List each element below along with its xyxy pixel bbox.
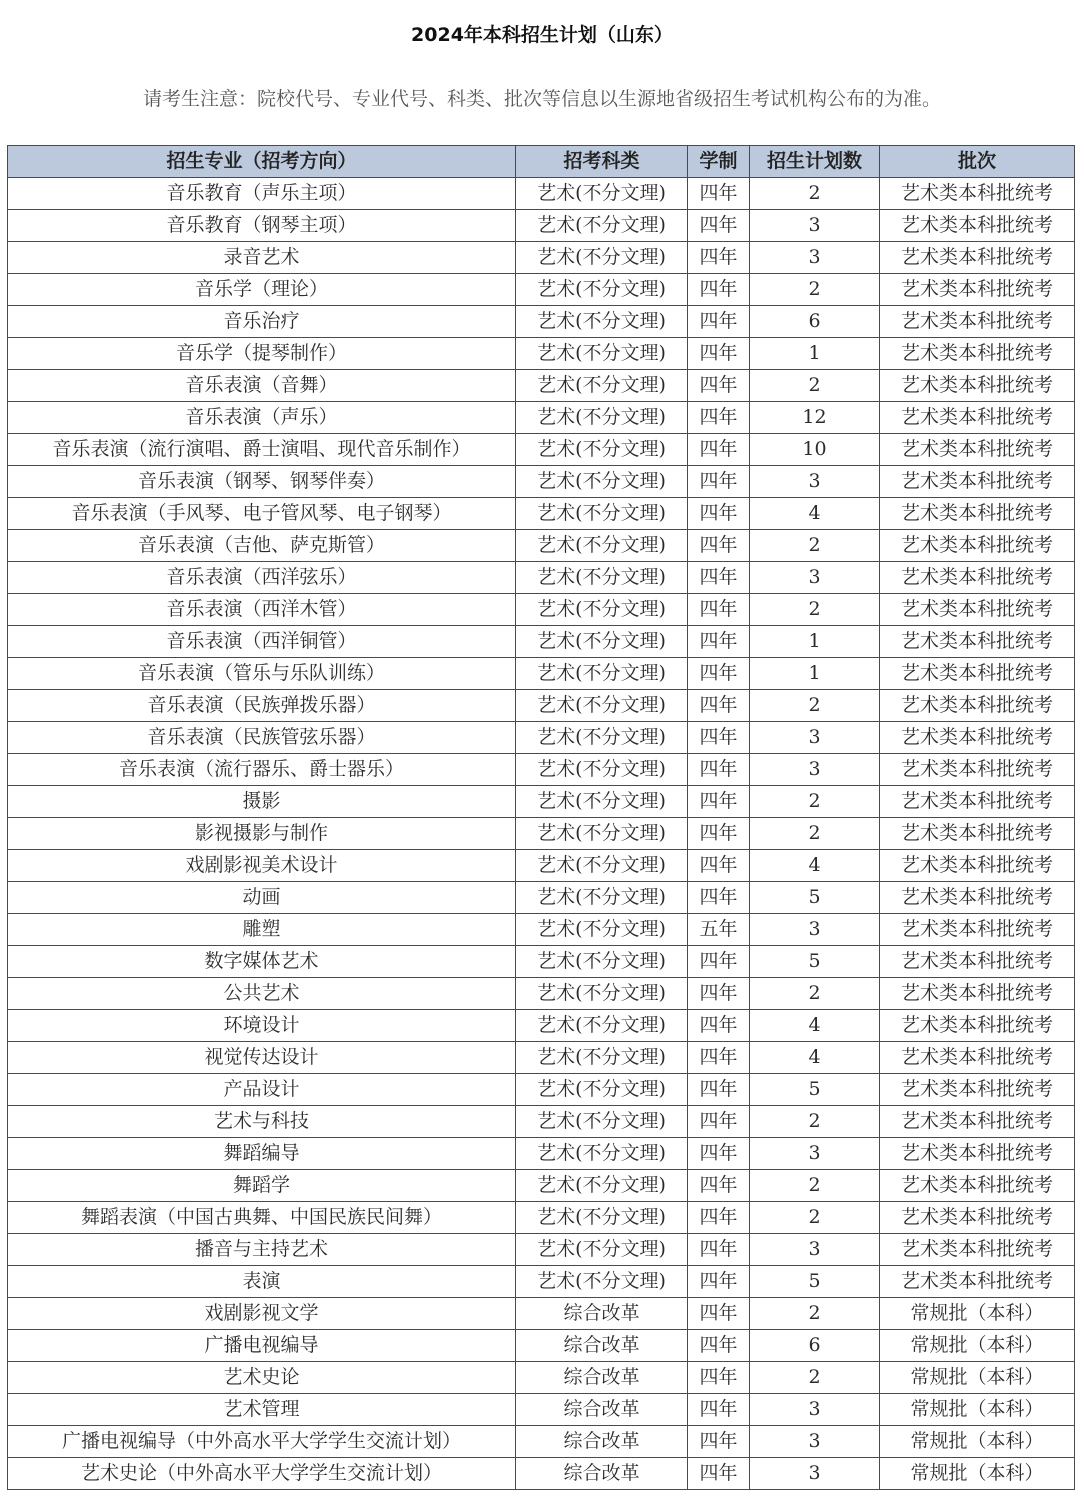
cell-duration: 五年: [688, 914, 750, 946]
cell-category: 综合改革: [516, 1458, 688, 1490]
cell-batch: 艺术类本科批统考: [880, 242, 1075, 274]
cell-batch: 艺术类本科批统考: [880, 754, 1075, 786]
cell-major: 摄影: [8, 786, 516, 818]
cell-duration: 四年: [688, 1330, 750, 1362]
cell-duration: 四年: [688, 978, 750, 1010]
cell-major: 音乐教育（钢琴主项）: [8, 210, 516, 242]
table-row: [8, 722, 1075, 754]
cell-major: 表演: [8, 1266, 516, 1298]
cell-category: 艺术(不分文理): [516, 1074, 688, 1106]
table-row: [8, 1330, 1075, 1362]
cell-category: 综合改革: [516, 1426, 688, 1458]
cell-category: 艺术(不分文理): [516, 594, 688, 626]
table-row: [8, 1042, 1075, 1074]
cell-batch: 艺术类本科批统考: [880, 1106, 1075, 1138]
cell-major: 数字媒体艺术: [8, 946, 516, 978]
table-row: [8, 242, 1075, 274]
cell-category: 艺术(不分文理): [516, 1170, 688, 1202]
cell-category: 艺术(不分文理): [516, 722, 688, 754]
cell-category: 艺术(不分文理): [516, 210, 688, 242]
cell-batch: 艺术类本科批统考: [880, 466, 1075, 498]
cell-batch: 常规批（本科）: [880, 1362, 1075, 1394]
table-row: [8, 434, 1075, 466]
cell-major: 音乐表演（西洋弦乐）: [8, 562, 516, 594]
header-duration: 学制: [688, 146, 750, 178]
cell-duration: 四年: [688, 306, 750, 338]
cell-category: 艺术(不分文理): [516, 466, 688, 498]
cell-quota: 4: [750, 1010, 880, 1042]
table-row: [8, 1266, 1075, 1298]
cell-category: 艺术(不分文理): [516, 626, 688, 658]
cell-category: 艺术(不分文理): [516, 978, 688, 1010]
cell-batch: 艺术类本科批统考: [880, 530, 1075, 562]
table-row: [8, 1458, 1075, 1490]
table-row: [8, 658, 1075, 690]
cell-category: 综合改革: [516, 1362, 688, 1394]
cell-batch: 艺术类本科批统考: [880, 1170, 1075, 1202]
cell-major: 音乐表演（声乐）: [8, 402, 516, 434]
table-row: [8, 370, 1075, 402]
cell-batch: 艺术类本科批统考: [880, 626, 1075, 658]
cell-quota: 2: [750, 594, 880, 626]
cell-quota: 2: [750, 818, 880, 850]
cell-batch: 常规批（本科）: [880, 1330, 1075, 1362]
cell-quota: 3: [750, 722, 880, 754]
cell-batch: 艺术类本科批统考: [880, 210, 1075, 242]
cell-category: 艺术(不分文理): [516, 274, 688, 306]
cell-quota: 3: [750, 1394, 880, 1426]
cell-duration: 四年: [688, 434, 750, 466]
cell-batch: 艺术类本科批统考: [880, 914, 1075, 946]
cell-duration: 四年: [688, 178, 750, 210]
cell-duration: 四年: [688, 1202, 750, 1234]
cell-batch: 常规批（本科）: [880, 1426, 1075, 1458]
cell-major: 录音艺术: [8, 242, 516, 274]
cell-category: 艺术(不分文理): [516, 370, 688, 402]
notice-text: 请考生注意：院校代号、专业代号、科类、批次等信息以生源地省级招生考试机构公布的为准。: [142, 88, 941, 110]
cell-quota: 2: [750, 370, 880, 402]
cell-quota: 1: [750, 626, 880, 658]
cell-category: 艺术(不分文理): [516, 882, 688, 914]
table-row: [8, 530, 1075, 562]
cell-category: 艺术(不分文理): [516, 1266, 688, 1298]
cell-duration: 四年: [688, 242, 750, 274]
cell-major: 音乐表演（民族管弦乐器）: [8, 722, 516, 754]
cell-duration: 四年: [688, 1106, 750, 1138]
table-row: [8, 754, 1075, 786]
cell-duration: 四年: [688, 1042, 750, 1074]
cell-category: 艺术(不分文理): [516, 498, 688, 530]
cell-duration: 四年: [688, 1394, 750, 1426]
cell-duration: 四年: [688, 498, 750, 530]
table-row: [8, 1362, 1075, 1394]
cell-batch: 艺术类本科批统考: [880, 786, 1075, 818]
cell-duration: 四年: [688, 1234, 750, 1266]
cell-major: 音乐表演（吉他、萨克斯管）: [8, 530, 516, 562]
cell-category: 艺术(不分文理): [516, 850, 688, 882]
cell-quota: 3: [750, 242, 880, 274]
cell-major: 广播电视编导: [8, 1330, 516, 1362]
cell-quota: 6: [750, 1330, 880, 1362]
cell-duration: 四年: [688, 946, 750, 978]
cell-major: 广播电视编导（中外高水平大学学生交流计划）: [8, 1426, 516, 1458]
cell-batch: 艺术类本科批统考: [880, 658, 1075, 690]
header-category: 招考科类: [516, 146, 688, 178]
cell-quota: 2: [750, 1170, 880, 1202]
cell-major: 艺术与科技: [8, 1106, 516, 1138]
cell-quota: 12: [750, 402, 880, 434]
cell-quota: 10: [750, 434, 880, 466]
cell-duration: 四年: [688, 658, 750, 690]
cell-category: 综合改革: [516, 1330, 688, 1362]
table-row: [8, 274, 1075, 306]
cell-quota: 4: [750, 498, 880, 530]
cell-duration: 四年: [688, 1074, 750, 1106]
cell-batch: 艺术类本科批统考: [880, 498, 1075, 530]
cell-quota: 2: [750, 1202, 880, 1234]
cell-quota: 3: [750, 466, 880, 498]
cell-duration: 四年: [688, 1266, 750, 1298]
cell-duration: 四年: [688, 338, 750, 370]
cell-quota: 3: [750, 1426, 880, 1458]
table-row: [8, 1234, 1075, 1266]
cell-category: 艺术(不分文理): [516, 434, 688, 466]
table-row: [8, 1426, 1075, 1458]
cell-category: 艺术(不分文理): [516, 530, 688, 562]
cell-major: 公共艺术: [8, 978, 516, 1010]
table-row: [8, 786, 1075, 818]
page-title: 2024年本科招生计划（山东）: [411, 24, 673, 46]
cell-category: 艺术(不分文理): [516, 1042, 688, 1074]
table-body: [8, 178, 1075, 1490]
cell-quota: 6: [750, 306, 880, 338]
cell-major: 音乐治疗: [8, 306, 516, 338]
cell-category: 艺术(不分文理): [516, 690, 688, 722]
cell-batch: 艺术类本科批统考: [880, 882, 1075, 914]
cell-major: 艺术管理: [8, 1394, 516, 1426]
table-row: [8, 498, 1075, 530]
cell-duration: 四年: [688, 274, 750, 306]
cell-duration: 四年: [688, 850, 750, 882]
cell-batch: 艺术类本科批统考: [880, 402, 1075, 434]
cell-category: 艺术(不分文理): [516, 658, 688, 690]
cell-category: 综合改革: [516, 1394, 688, 1426]
cell-duration: 四年: [688, 722, 750, 754]
cell-major: 舞蹈学: [8, 1170, 516, 1202]
cell-category: 艺术(不分文理): [516, 818, 688, 850]
cell-major: 音乐学（理论）: [8, 274, 516, 306]
cell-category: 艺术(不分文理): [516, 1010, 688, 1042]
cell-quota: 3: [750, 914, 880, 946]
cell-major: 雕塑: [8, 914, 516, 946]
cell-batch: 艺术类本科批统考: [880, 594, 1075, 626]
table-row: [8, 466, 1075, 498]
table-row: [8, 306, 1075, 338]
cell-batch: 艺术类本科批统考: [880, 690, 1075, 722]
cell-category: 艺术(不分文理): [516, 754, 688, 786]
table-row: [8, 1074, 1075, 1106]
cell-batch: 艺术类本科批统考: [880, 178, 1075, 210]
cell-batch: 艺术类本科批统考: [880, 274, 1075, 306]
table-row: [8, 850, 1075, 882]
cell-category: 艺术(不分文理): [516, 1138, 688, 1170]
cell-quota: 5: [750, 1266, 880, 1298]
table-row: [8, 882, 1075, 914]
table-row: [8, 818, 1075, 850]
cell-duration: 四年: [688, 1426, 750, 1458]
table-row: [8, 1010, 1075, 1042]
cell-major: 环境设计: [8, 1010, 516, 1042]
cell-batch: 艺术类本科批统考: [880, 722, 1075, 754]
cell-quota: 3: [750, 754, 880, 786]
cell-category: 艺术(不分文理): [516, 242, 688, 274]
cell-major: 产品设计: [8, 1074, 516, 1106]
cell-major: 音乐表演（西洋铜管）: [8, 626, 516, 658]
cell-category: 艺术(不分文理): [516, 1234, 688, 1266]
cell-category: 综合改革: [516, 1298, 688, 1330]
cell-quota: 3: [750, 1138, 880, 1170]
cell-quota: 2: [750, 178, 880, 210]
table-row: [8, 338, 1075, 370]
cell-batch: 艺术类本科批统考: [880, 978, 1075, 1010]
cell-major: 音乐学（提琴制作）: [8, 338, 516, 370]
table-header-row: [8, 146, 1075, 178]
cell-quota: 3: [750, 1234, 880, 1266]
table-row: [8, 1170, 1075, 1202]
cell-major: 艺术史论: [8, 1362, 516, 1394]
cell-quota: 2: [750, 1106, 880, 1138]
table-row: [8, 562, 1075, 594]
cell-major: 音乐表演（西洋木管）: [8, 594, 516, 626]
cell-duration: 四年: [688, 1362, 750, 1394]
table-row: [8, 690, 1075, 722]
cell-duration: 四年: [688, 1138, 750, 1170]
cell-duration: 四年: [688, 882, 750, 914]
cell-duration: 四年: [688, 690, 750, 722]
cell-major: 音乐表演（音舞）: [8, 370, 516, 402]
cell-batch: 常规批（本科）: [880, 1394, 1075, 1426]
cell-major: 音乐表演（手风琴、电子管风琴、电子钢琴）: [8, 498, 516, 530]
cell-quota: 2: [750, 1298, 880, 1330]
cell-duration: 四年: [688, 466, 750, 498]
cell-duration: 四年: [688, 530, 750, 562]
cell-batch: 艺术类本科批统考: [880, 1202, 1075, 1234]
cell-batch: 艺术类本科批统考: [880, 1010, 1075, 1042]
cell-batch: 艺术类本科批统考: [880, 562, 1075, 594]
enrollment-plan-table: [7, 145, 1075, 1490]
cell-major: 音乐表演（管乐与乐队训练）: [8, 658, 516, 690]
cell-major: 音乐表演（流行演唱、爵士演唱、现代音乐制作）: [8, 434, 516, 466]
cell-quota: 5: [750, 946, 880, 978]
cell-batch: 艺术类本科批统考: [880, 1234, 1075, 1266]
table-row: [8, 210, 1075, 242]
cell-quota: 2: [750, 274, 880, 306]
cell-duration: 四年: [688, 754, 750, 786]
cell-major: 影视摄影与制作: [8, 818, 516, 850]
cell-quota: 5: [750, 1074, 880, 1106]
cell-batch: 艺术类本科批统考: [880, 338, 1075, 370]
table-row: [8, 402, 1075, 434]
table-row: [8, 1394, 1075, 1426]
cell-duration: 四年: [688, 1298, 750, 1330]
cell-major: 舞蹈表演（中国古典舞、中国民族民间舞）: [8, 1202, 516, 1234]
table-row: [8, 178, 1075, 210]
cell-quota: 2: [750, 690, 880, 722]
cell-duration: 四年: [688, 818, 750, 850]
cell-quota: 1: [750, 658, 880, 690]
cell-batch: 常规批（本科）: [880, 1298, 1075, 1330]
cell-duration: 四年: [688, 594, 750, 626]
cell-batch: 艺术类本科批统考: [880, 818, 1075, 850]
cell-major: 音乐表演（民族弹拨乐器）: [8, 690, 516, 722]
cell-batch: 艺术类本科批统考: [880, 370, 1075, 402]
cell-major: 戏剧影视文学: [8, 1298, 516, 1330]
cell-duration: 四年: [688, 1010, 750, 1042]
cell-major: 视觉传达设计: [8, 1042, 516, 1074]
cell-major: 播音与主持艺术: [8, 1234, 516, 1266]
table-row: [8, 594, 1075, 626]
cell-quota: 2: [750, 978, 880, 1010]
cell-batch: 常规批（本科）: [880, 1458, 1075, 1490]
cell-quota: 4: [750, 1042, 880, 1074]
cell-category: 艺术(不分文理): [516, 1202, 688, 1234]
cell-duration: 四年: [688, 210, 750, 242]
cell-category: 艺术(不分文理): [516, 402, 688, 434]
cell-batch: 艺术类本科批统考: [880, 1042, 1075, 1074]
cell-batch: 艺术类本科批统考: [880, 850, 1075, 882]
cell-duration: 四年: [688, 562, 750, 594]
cell-duration: 四年: [688, 1458, 750, 1490]
cell-batch: 艺术类本科批统考: [880, 1074, 1075, 1106]
cell-category: 艺术(不分文理): [516, 338, 688, 370]
cell-duration: 四年: [688, 786, 750, 818]
header-quota: 招生计划数: [750, 146, 880, 178]
cell-quota: 3: [750, 562, 880, 594]
cell-quota: 2: [750, 530, 880, 562]
header-major: 招生专业（招考方向）: [8, 146, 516, 178]
cell-quota: 5: [750, 882, 880, 914]
cell-major: 音乐表演（钢琴、钢琴伴奏）: [8, 466, 516, 498]
cell-category: 艺术(不分文理): [516, 786, 688, 818]
cell-quota: 4: [750, 850, 880, 882]
cell-major: 艺术史论（中外高水平大学学生交流计划）: [8, 1458, 516, 1490]
cell-major: 戏剧影视美术设计: [8, 850, 516, 882]
header-batch: 批次: [880, 146, 1075, 178]
cell-duration: 四年: [688, 402, 750, 434]
cell-category: 艺术(不分文理): [516, 1106, 688, 1138]
cell-batch: 艺术类本科批统考: [880, 1138, 1075, 1170]
cell-duration: 四年: [688, 370, 750, 402]
cell-major: 音乐教育（声乐主项）: [8, 178, 516, 210]
table-row: [8, 1138, 1075, 1170]
cell-batch: 艺术类本科批统考: [880, 434, 1075, 466]
table-row: [8, 946, 1075, 978]
cell-major: 动画: [8, 882, 516, 914]
table-row: [8, 626, 1075, 658]
cell-quota: 3: [750, 1458, 880, 1490]
table-row: [8, 1298, 1075, 1330]
cell-batch: 艺术类本科批统考: [880, 1266, 1075, 1298]
table-row: [8, 978, 1075, 1010]
cell-quota: 1: [750, 338, 880, 370]
cell-category: 艺术(不分文理): [516, 306, 688, 338]
table-row: [8, 914, 1075, 946]
cell-duration: 四年: [688, 1170, 750, 1202]
cell-quota: 2: [750, 1362, 880, 1394]
cell-category: 艺术(不分文理): [516, 562, 688, 594]
cell-category: 艺术(不分文理): [516, 178, 688, 210]
cell-quota: 3: [750, 210, 880, 242]
cell-duration: 四年: [688, 626, 750, 658]
cell-major: 音乐表演（流行器乐、爵士器乐）: [8, 754, 516, 786]
cell-category: 艺术(不分文理): [516, 946, 688, 978]
cell-batch: 艺术类本科批统考: [880, 946, 1075, 978]
table-row: [8, 1106, 1075, 1138]
cell-category: 艺术(不分文理): [516, 914, 688, 946]
cell-major: 舞蹈编导: [8, 1138, 516, 1170]
cell-quota: 2: [750, 786, 880, 818]
cell-batch: 艺术类本科批统考: [880, 306, 1075, 338]
table-row: [8, 1202, 1075, 1234]
